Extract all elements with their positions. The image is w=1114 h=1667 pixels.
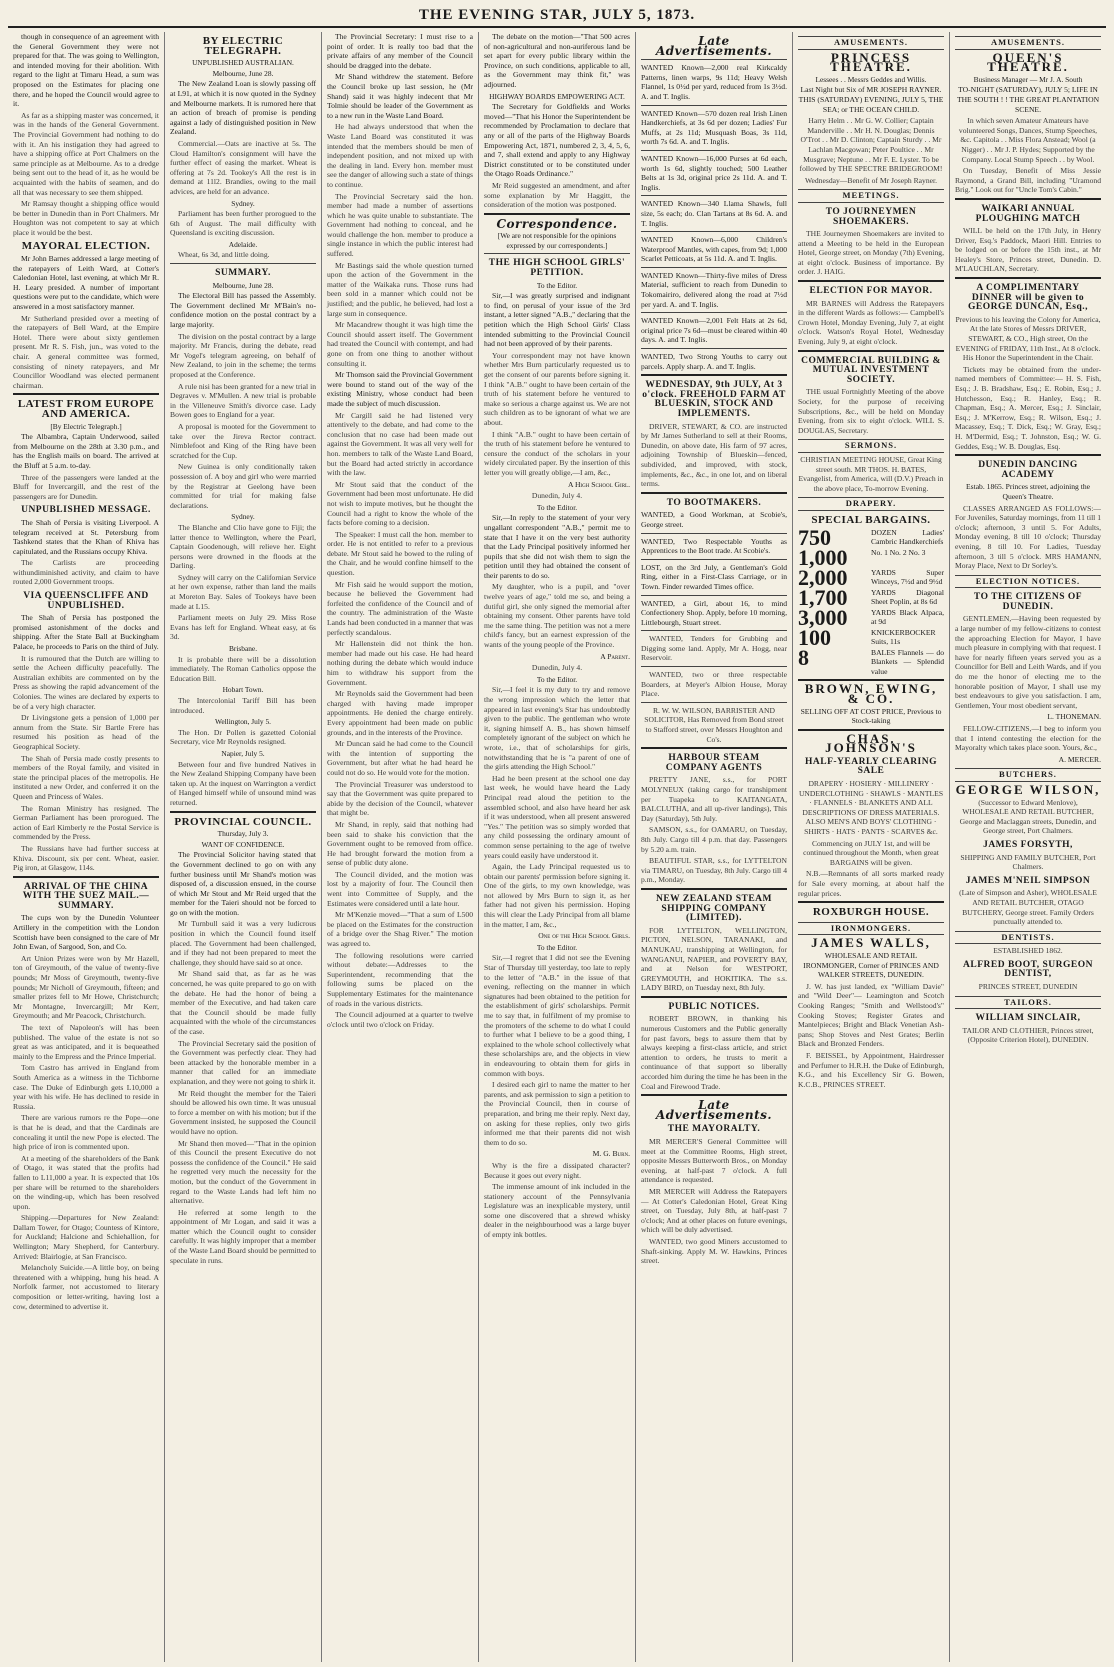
heading-sale: WEDNESDAY, 9th JULY, At 3 o'clock. FREEHOLD FARM AT BLUESKIN, STOCK AND IMPLEMENTS. (642, 380, 786, 419)
ad-text: CHRISTIAN MEETING HOUSE, Great King street south. MR THOS. H. BATES, Evangelist, from America, will (D.V.) Preach in the above place, To-morrow Evening. (798, 454, 944, 493)
article-body: The Hon. Dr Pollen is gazetted Colonial Secretary, vice Mr Reynolds resigned. (170, 727, 316, 747)
ad-text: SHIPPING AND FAMILY BUTCHER, Port Chalmers. (960, 852, 1096, 872)
ad-text: WANTED Known—2,000 real Kirkcaldy Patterns, linen warps, 9s 11d; Heavy Welsh Flannel, 1s 0½d per yard, reduced from 1s 3½d. A. and T. Inglis. (641, 63, 787, 101)
salutation: To the Editor. (536, 942, 578, 952)
ad-text: THE Journeymen Shoemakers are invited to attend a Meeting to be held in the European Hotel, George street, on Monday (7th) Evening, at eight o'clock. Business of importance. By order. J. HAIG. (798, 229, 944, 277)
dateline: Adelaide. (228, 239, 258, 249)
article-text: Mr Thomson said the Provincial Government were bound to stand out of the way of the existing Ministry, whose conduct had been made the subject of much discussion. (327, 370, 474, 408)
article-body: Why is the fire a dissipated character? Because it goes out every night. (484, 1160, 630, 1180)
ad-text: CLASSES ARRANGED AS FOLLOWS:— For Juveniles, Saturday mornings, from 11 till 1 o'clock; afternoon, 3 until 5. For Adults, Monday evening, 8 till 10 o'clock; Thursday evening, 8 till 10. For Ladies, Tuesday afternoon, 3 till 5 o'clock. MRS HAMANN, Moray Place, Next to Dr Sorley's. (955, 503, 1101, 571)
bargain-number: 100 (798, 624, 831, 650)
ad-text: WANTED Known—16,000 Purses at 6d each, worth 1s 6d, slightly touched; 500 Leather Belts at 1s 3d, original price 2s 11d. A. and T. Inglis. (641, 153, 787, 192)
letter-text: Sir,—In reply to the statement of your very ungallant correspondent "A.B.," permit me to state that I have it on the very best authority that the Lady Principal positively informed her pupils that she did not wish them to sign the petition until they had obtained the consent of their parents to do so. (484, 513, 630, 580)
bargain-number: 8 (798, 644, 809, 670)
section-ironmongers: IRONMONGERS. (798, 922, 944, 936)
sinclair-title: WILLIAM SINCLAIR, (975, 1013, 1081, 1024)
ad-text: PRETTY JANE, s.s., for PORT MOLYNEUX (taking cargo for transhipment per Tuapeka to KAITANGATA, BALCLUTHA, and all up-river landings), This Day (Saturday), 5th July. (641, 775, 787, 823)
ad-text: WANTED, a Girl, about 16, to mind Confectionery Shop. Apply, before 10 morning, Littlebourgh, Stuart street. (641, 598, 787, 627)
ad-text: On Tuesday, Benefit of Miss Jessie Raymond, a Grand Bill, including "Uramond Brig." Look out for "Uncle Tom's Cabin." (955, 166, 1101, 195)
lead-paragraph: though in consequence of an agreement with the General Government they were not prepared for that. The was going to Wellington, and intended moving for their abolition. With regard to the light at Timaru Head, a sum was proposed on the Estimates for placing one there, and he hoped the Council would agree to it. (13, 32, 159, 109)
article-body: I desired each girl to name the matter to her parents, and ask permission to sign a petition to the Provincial Council, then in course of preparation, and bring me their reply. Next day, on asking for these replies, only two girls informed me that their parents did not wish them to do so. (484, 1080, 630, 1147)
article-body: Mr Ramsay thought a shipping office would be better in Dunedin than in Port Chalmers. Mr Houghton was not competent to say at which place it would be the best. (13, 199, 159, 237)
article-body: He had always understood that when the Waste Land Board was constituted it was intended that the members should be men of independent position, and not mixed up with the dealing in land. Every hon. member must see the danger of allowing such a state of things to continue. (327, 122, 473, 189)
ad-text: (Late of Simpson and Asher), WHOLESALE AND RETAIL BUTCHER, OTAGO BUTCHERY, George street. Family Orders punctually attended to. (959, 888, 1097, 927)
article-body: The Provincial Secretary said the hon. member had made a number of assertions which he was quite unable to substantiate. The Government had nothing to conceal, and he would challenge the hon. member to produce a single instance in which the public interest had suffered. (327, 191, 473, 259)
heading-correspondence: Correspondence. (496, 216, 618, 231)
dateline: Napier, July 5. (221, 748, 265, 758)
dateline: Melbourne, June 28. (212, 68, 274, 78)
subheading: UNPUBLISHED AUSTRALIAN. (192, 58, 294, 68)
queens-text: TO-NIGHT (SATURDAY), JULY 5; LIFE IN THE SOUTH ! ! THE GREAT PLANTATION SCENE. (956, 85, 1100, 114)
ad-text: BEAUTIFUL STAR, s.s., for LYTTELTON via TIMARU, on Tuesday, 8th July. Cargo till 4 p.m., Monday. (641, 856, 787, 885)
byline: [By Electric Telegraph.] (50, 421, 122, 431)
divider (641, 1094, 787, 1096)
section-election-notices: ELECTION NOTICES. (955, 575, 1101, 589)
divider (641, 267, 787, 268)
ad-text: DRIVER, STEWART, & CO. are instructed by Mr James Sutherland to sell at their Rooms, Dunedin, on above date, His farm of 97 acres, adjoining Township of Blueskin—fenced, subdivided, and improved, with stock, implements, &c., &c., in one lot, and on liberal terms. (641, 421, 787, 489)
divider (798, 350, 944, 352)
forsyth-title: JAMES FORSYTH, (983, 839, 1073, 850)
ad-text: THE usual Fortnightly Meeting of the above Society, for the purpose of receiving Subscriptions, &c., will be held on Monday Evening, from six to eight o'clock. WILL S. DOUGLAS, Secretary. (798, 387, 944, 435)
divider (641, 492, 787, 494)
bargain-text: YARDS Diagonal Sheet Poplin, at 8s 6d (871, 587, 944, 607)
section-dentists: DENTISTS. (955, 931, 1101, 945)
heading-waikari: WAIKARI ANNUAL PLOUGHING MATCH (975, 203, 1081, 224)
ad-text: WANTED Known—6,000 Children's Waterproof Mantles, with capes, from 9d; 1,000 Scarlet Petticoats, at 5s 11d. A. and T. Inglis. (641, 235, 787, 264)
ad-text: MR MERCER will Address the Ratepayers— At Cotter's Caledonian Hotel, Great King street, on Tuesday, July 8th, at half-past 7 o'clock; And at other places on future evenings, which will be duly advertised. (641, 1186, 787, 1235)
ad-text: PRINCES STREET, DUNEDIN (978, 982, 1078, 992)
queens-theatre-title: QUEEN'S THEATRE. (987, 49, 1069, 75)
column-2 (165, 32, 322, 1662)
simpson-title: JAMES M'NEIL SIMPSON (965, 875, 1091, 886)
article-body: He referred at some length to the appointment of Mr Logan, and said it was a matter which the Council ought to consider carefully. It was highly improper that a member of the Waste Land Board should be permitted to speculate in runs. (170, 1207, 316, 1265)
article-body: There are various rumors re the Pope—one is that he is dead, and that the Cardinals are concealing it until the new Pope is elected. The high price of iron is commented upon. (13, 1113, 159, 1152)
article-text: The debate on the motion—"That 500 acres of non-agricultural and non-auriferous land be set apart for every public library within the Province, on such conditions, applicable to all, as the Government may think fit," was adjourned. (484, 32, 630, 89)
divider (798, 280, 944, 282)
divider (641, 348, 787, 349)
heading-arrival-china: ARRIVAL OF THE CHINA WITH THE SUEZ MAIL.—SUMMARY. (22, 881, 150, 911)
summary-text: The Electoral Bill has passed the Assembly. The Government declined Mr M'Bain's no-confidence motion on the postal contract by a large majority. (170, 291, 316, 330)
article-body: Mr Shand said that, as far as he was concerned, he was quite prepared to go on with the debate. He had the honor of being a member of the Executive, and had taken care that the Council should be made fully acquainted with the whole of the circumstances of the case. (170, 969, 316, 1036)
divider (641, 150, 787, 151)
advertisement (641, 352, 787, 371)
article-body: Mr Turnbull said it was a very ludicrous position in which the Council found itself placed. The Government had been challenged, and if they had not been prepared to meet the challenge, they should have said so at once. (170, 919, 316, 967)
article-body: As far as a shipping master was concerned, it was in the hands of the General Government. The Provincial Government had nothing to do with it. An his instigation they had agreed to have a shipping office at Port Chalmers on the same principle as at Melbourne. As to a dredge being sent out to the head of it, as he would be acquainted with the habits of seamen, and do all that was necessary to see them shipped. (13, 110, 159, 197)
article-body: The Shah of Persia made costly presents to members of the Royal family, and visited in state the principal places of the metropolis. He instituted a new Order, and conferred it on the Queen and Princess of Wales. (13, 753, 159, 801)
divider (955, 277, 1101, 279)
heading-provincial-council: PROVINCIAL COUNCIL. (174, 815, 312, 828)
bargain-text: KNICKERBOCKER Suits, 11s (871, 627, 936, 647)
article-body: Mr Sutherland presided over a meeting of the ratepayers of Bell Ward, at the Empire Hotel. There were about sixty gentlemen present. Mr R. S. Fish, jun., was voted to the chair. A general committee was formed, consisting of ninety ratepayers, and Mr Councillor Woodland was elected permanent chairman. (13, 313, 159, 390)
signature: A High School Girl. (567, 479, 630, 489)
article-body: The Council divided, and the motion was lost by a majority of four. The Council then went into Committee of Supply, and the Estimates were considered until a late hour. (327, 869, 473, 908)
dateline: Dunedin, July 4. (531, 663, 583, 673)
heading-electric-telegraph: BY ELECTRIC TELEGRAPH. (202, 35, 284, 57)
ad-text: WANTED, Two Strong Youths to carry out parcels. Apply sharp. A. and T. Inglis. (641, 352, 787, 371)
heading-mayoral-election: MAYORAL ELECTION. (21, 240, 151, 253)
advertisement (641, 563, 787, 592)
divider (641, 630, 787, 631)
article-body: Three of the passengers were landed at the Bluff for Invercargill, and the rest of the passengers are for Dunedin. (13, 472, 159, 501)
advertisement (641, 316, 787, 345)
article-body: Your correspondent may not have known whether Mrs Burn particularly requested us to get the consent of our parents before signing it. I think "A.B." ought to have been certain of the truth of his statement before he ventured to make so serious a charge against us. We are not such children as to be ignorant of what we are about. (484, 350, 630, 427)
salutation: To the Editor. (536, 280, 578, 290)
divider (641, 747, 787, 749)
bargain-number: 3,000 (798, 604, 848, 630)
brown-ewing-text: SELLING OFF AT COST PRICE, Previous to Stock-taking (800, 706, 942, 726)
divider (641, 996, 787, 998)
ad-text: (Successor to Edward Menlove), WHOLESALE AND RETAIL BUTCHER, George and Maclaggan streets, Dunedin, and George street, Port Chalmers. (959, 797, 1097, 836)
queenscliffe-text: The Shah of Persia has postponed the promised astonishment of the docks and shipping. After the State Ball at Buckingham Palace, he proceeds to Paris on the third of July. (13, 613, 159, 652)
article-body: The division on the postal contract by a large majority. Mr Francis, during the debate, read Mr Vogel's telegram agreeing, on behalf of New Zealand, to join in the scheme; the terms proposed at the Conference. (170, 331, 316, 379)
article-body: The text of Napoleon's will has been published. The value of the estate is not so great as was anticipated, and it is bequeathed mainly to the Empress and the Prince Imperial. (13, 1023, 159, 1061)
article-body: Mr Hallenstein did not think the hon. member had made out his case. He had heard nothing during the debate which would induce him to withdraw his support from the Government. (327, 639, 473, 687)
section-butchers: BUTCHERS. (955, 768, 1101, 782)
salutation: To the Editor. (536, 674, 578, 684)
divider (641, 231, 787, 232)
bargain-item (798, 624, 944, 650)
article-body: Mr M'Kenzie moved—"That a sum of L500 be placed on the Estimates for the construction of a bridge over the Shag River." The motion was agreed to. (327, 910, 473, 949)
section-sermons: SERMONS. (798, 439, 944, 453)
ad-text: ESTABLISHED 1862. (993, 946, 1063, 956)
article-body: Between four and five hundred Natives in the New Zealand Shipping Company have been taken up. At the inquest on Warrington a verdict of Hanged himself while of unsound mind was returned. (170, 759, 316, 807)
ad-text: WANTED, two good Miners accustomed to Shaft-sinking. Apply M. W. Hawkins, Princes street. (641, 1236, 787, 1266)
ad-text: WANTED, Two Respectable Youths as Apprentices to the Boot trade. At Scobie's. (641, 536, 787, 556)
europe-text: The Albambra, Captain Underwood, sailed from Melbourne on the 28th at 3.30 p.m., and has the English mails on board. The arrived at the Bluff at 5 a.m. to-day. (13, 432, 159, 470)
dateline: Brisbane. (228, 644, 258, 654)
signature: One of the High School Girls. (538, 931, 630, 941)
walls-text: WHOLESALE AND RETAIL IRONMONGER, Corner of PRINCES AND WALKER STREETS, DUNEDIN. (803, 950, 939, 980)
heading-dancing: DUNEDIN DANCING ACADEMY (978, 460, 1078, 480)
signature: A. MERCER. (1058, 754, 1101, 764)
article-body: Parliament has been further prorogued to the 6th of August. The mail difficulty with Queensland is exciting discussion. (170, 209, 316, 238)
bargain-number: 1,000 (798, 544, 848, 570)
bargain-number: 1,700 (798, 584, 848, 610)
divider (641, 888, 787, 890)
article-body: Mr Shand, in reply, said that nothing had been said to shake his conviction that the Government ought to be removed from office. He had brought forward the motion from a sense of public duty alone. (327, 819, 473, 868)
ad-text: Previous to his leaving the Colony for America, At the late Stores of Messrs DRIVER, STEWART, & CO., High street, On the EVENING of FRIDAY, 11th Inst., At 8 o'clock. His Honor the Superintendent in the Chair. (955, 314, 1101, 363)
ad-text: SAMSON, s.s., for OAMARU, on Tuesday, 8th July. Cargo till 4 p.m. that day. Passengers by 5.20 a.m. train. (641, 825, 787, 854)
advertisement (641, 109, 787, 147)
theatre-text: Last Night but Six of MR JOSEPH RAYNER. THIS (SATURDAY) EVENING, JULY 5, THE SEA; or THE OCEAN CHILD. (798, 85, 944, 114)
advertisement (641, 154, 787, 192)
bargain-number: 2,000 (798, 564, 848, 590)
article-body: Had he been present at the school one day last week, he would have heard the Lady Principal read aloud the petition to the assembled school, and also have heard her ask if it was understood, when all present answered "Yes." The petition was so simply worded that any child possessing the ordinary amount of common sense pertaining to the age of twelve years could easily have understood it. (484, 773, 630, 860)
article-body: Mr Duncan said he had come to the Council with the intention of supporting the Government, but after what he had heard he could not do so. He would vote for the motion. (327, 739, 473, 777)
article-body: Sir,—I regret that I did not see the Evening Star of Thursday till yesterday, too late to reply to the letter of "A.B." in the issue of that evening, reflecting on the manner in which signatures had been obtained to the petition for the establishment of girls' scholarships. Permit me to say that, in fulfilment of my promise to the promoters of the scheme to do what I could to further what I believe to be a good thing, I explained to the whole school collectively what these scholarships are, and the objects in view in endeavouring to obtain them for girls in common with boys. (484, 953, 630, 1078)
bargain-text: BALES Flannels — do Blankets — Splendid value (871, 647, 944, 676)
ad-text: R. W. W. WILSON, BARRISTER AND SOLICITOR, Has Removed from Bond street to Stafford street, over Messrs Houghton and Co's. (644, 705, 784, 744)
bargain-text: DOZEN Ladies' Cambric Handkerchiefs (871, 527, 944, 547)
divider (641, 312, 787, 313)
article-body: It is probable there will be a dissolution immediately. The Roman Catholics oppose the Education Bill. (170, 654, 316, 683)
columns (8, 32, 1106, 1662)
column-7 (950, 32, 1106, 1662)
column-5 (636, 32, 793, 1662)
article-text: The Provincial Secretary: I must rise to a point of order. It is really too bad that the private affairs of any member of the Council should be dragged into the debate. (327, 32, 473, 70)
ad-text: WANTED, two or three respectable Boarders, at Meyer's Albion House, Moray Place. (641, 670, 787, 699)
article-body: At a meeting of the shareholders of the Bank of Otago, it was stated that the profits had fallen to L11,000 a year. It is expected that 10s per share will be returned to the shareholders on the winding-up, which has been resolved upon. (13, 1153, 159, 1211)
advertisement (641, 537, 787, 556)
disclaimer: [We are not responsible for the opinions expressed by our correspondents.] (497, 231, 617, 250)
article-text: The Secretary for Goldfields and Works moved—"That his Honor the Superintendent be recommended by Proclamation to declare that any or all of the parts of the Highway Boards Empowering Act, 1871, numbered 2, 3, 4, 5, 6, and 7, shall extend and apply to any Highway District constituted or to be constituted under the Otago Roads Ordinance." (484, 102, 630, 179)
article-body: Mr Fish said he would support the motion, because he believed the Government had forfeited the confidence of the Council and of the country. The administration of the Waste Lands had been conducted in a manner that was perfectly scandalous. (327, 579, 473, 637)
article-body: Mr Shand then moved—"That in the opinion of this Council the present Executive do not possess the confidence of the Council." He said he regretted very much the necessity for the motion, but the conduct of the Government in regard to the Waste Lands had left him no alternative. (170, 1138, 316, 1206)
ad-text: Commencing on JULY 1st, and will be continued throughout the Month, when great BARGAINS will be given. (803, 838, 939, 867)
walls-title: JAMES WALLS, (811, 935, 931, 951)
article-body: My daughter, who is a pupil, and "over twelve years of age," told me so, and being a dutiful girl, she only signed the memorial after obtaining my consent. Other parents have told me the same thing. The petition was not a mere child's fancy, but an earnest expression of the wants of the young people of the Province. (484, 582, 630, 650)
divider (641, 374, 787, 376)
divider (641, 533, 787, 534)
heading-harbour-steam: HARBOUR STEAM COMPANY AGENTS (665, 753, 763, 773)
article-body: Shipping.—Departures for New Zealand: Dallam Tower, for Otago; Countess of Kintore, for Auckland; Halcione and Schiehallion, for Wellington; Mary Shepherd, for Canterbury. Arrived: Blairlogie, at San Francisco. (13, 1213, 159, 1261)
article-body: The Carlists are proceeding withundiminished activity, and claim to have routed 2,000 Government troops. (13, 558, 159, 587)
ad-text: DRAPERY · HOSIERY · MILLINERY · UNDERCLOTHING · SHAWLS · MANTLES · FLANNELS · BLANKETS AND ALL DESCRIPTIONS OF DRESS MATERIALS. ALSO MEN'S AND BOYS' CLOTHING · SHIRTS · HATS · PANTS · SCARVES &c. (798, 779, 944, 837)
article-body: The Provincial Secretary said the position of the Government was perfectly clear. They had been attacked by the honorable member in a manner that called for an immediate explanation, and they were not going to shirk it. (170, 1038, 316, 1086)
section-amusements: AMUSEMENTS. (955, 36, 1101, 50)
column-1 (8, 32, 165, 1662)
article-body: New Guinea is only conditionally taken possession of. A boy and girl who were married by the Registrar at Geelong have been committed for trial for making false declarations. (170, 462, 316, 510)
bargain-text: YARDS Super Winceys, 7½d and 9½d (871, 567, 944, 587)
ad-text: In which seven Amateur Amateurs have volunteered Songs, Dances, Stump Speeches, &c. Capitola . . Miss Flora Anstead; Wool (a Nigger) . . Mr J. P. Hydes; Supported by the Company. Local Stump Speech . . by Wool. (958, 116, 1098, 164)
article-body: Mr Bastings said the whole question turned upon the action of the Government in the matter of the Waikaka runs. Those runs had been sold in a manner which could not be justified; and the public, he believed, had lost a large sum in consequence. (327, 260, 473, 318)
article-body: The Provincial Treasurer was understood to say that the Government was quite prepared to abide by the decision of the Council, whatever that might be. (327, 779, 473, 818)
heading-via-queenscliffe: VIA QUEENSCLIFFE AND UNPUBLISHED. (23, 591, 149, 611)
ad-text: Wednesday—Benefit of Mr Joseph Rayner. (804, 175, 938, 185)
heading-special-bargains: SPECIAL BARGAINS. (811, 513, 931, 526)
heading-late-ads-2: Late Advertisements. (655, 1098, 773, 1122)
column-3 (322, 32, 479, 1662)
bargain-list (798, 524, 944, 677)
article-body: Sydney will carry on the Californian Service at her own expense, rather than land the mails at Moreton Bay. Sales of Tookeys have been made at L15. (170, 572, 316, 611)
heading-unpublished-message: UNPUBLISHED MESSAGE. (21, 505, 151, 516)
divider (13, 393, 159, 395)
ad-text: Tickets may be obtained from the under-named members of Committee:— H. S. Fish, Esq.; J. B. Bradshaw, Esq.; E. Robin, Esq.; J. Hutchesson, Esq.; R. Hanley, Esq.; R. Chapman, Esq.; A. Mercer, Esq.; J. Sinclair, Esq.; J. M'Kerrow, Esq.; R. Wilson, Esq.; J. Macassey, Esq.; T. Dick, Esq.; W. Gray, Esq.; H. M'Dermid, Esq.; T. Johnston, Esq.; W. G. Geddes, Esq.; W. B. Douglas, Esq. (955, 364, 1101, 451)
advertisement (641, 271, 787, 309)
heading-dinner: A COMPLIMENTARY DINNER will be given to GEORGE DUNCAN, Esq., (967, 283, 1089, 313)
ad-text: WANTED, Tenders for Grubbing and Digging some land. Apply, Mr A. Hogg, near Reservoir. (641, 634, 787, 663)
advertisement (641, 599, 787, 628)
divider (13, 876, 159, 878)
heading-election-mayor: ELECTION FOR MAYOR. (809, 286, 933, 297)
theatre-lessees: Lessees . . Messrs Geddes and Willis. (815, 74, 927, 84)
signature: A Parent. (600, 651, 630, 661)
ad-text: WILL be held on the 17th July, in Henry Driver, Esq.'s Paddock, Maori Hill. Entries to be lodged on or before the 15th inst., at Mr Healey's Store, Princes street, Dunedin. D. M'LAUCHLAN, Secretary. (955, 226, 1101, 274)
article-body: The Roman Ministry has resigned. The German Parliament has been prorogued. The action of Earl Kimberly re the Postal Service is commended by the Press. (13, 803, 159, 842)
dateline: Thursday, July 3. (217, 829, 269, 839)
mayoral-text: Mr John Barnes addressed a large meeting of the ratepayers of Leith Ward, at Cotter's Caledonian Hotel, last evening, at which Mr R. H. Leary presided. A number of important questions were put to the candidate, which were answered in a most satisfactory manner. (13, 254, 159, 312)
article-body: Commercial.—Oats are inactive at 5s. The Cloud Hamilton's consignment will have the further effect of easing the market. Wheat is offering at 7s 2d. Tookey's All the rest is in demand at 11l2. Brandies, owing to the mail advices, are held for an advance. (170, 138, 316, 196)
article-body: Tom Castro has arrived in England from South America as a witness in the Tichborne case. The Duke of Edinburgh gets L10,000 a year with his wife. He has declined to reside in Russia. (13, 1063, 159, 1111)
council-text: The Provincial Solicitor having stated that the Government declined to go on with any further business until Mr Shand's motion was disposed of, a discussion ensued, in the course of which Mr Stout and Mr Reid urged that the member for the Taieri should not be forced to go on with the motion. (170, 850, 316, 917)
dateline: Hobart Town. (222, 685, 264, 695)
ad-text: J. W. has just landed, ex "William Davie" and "Wild Deer"— Leamington and Scotch Cooking Ranges; "Smith and Wellstood's" Cooking Stoves; Register Grates and Mantelpieces; Bright and Black Venetian Ash-pans; Shop Stoves and Nest Grates; Berlin Black and Bronzed Fenders. (798, 981, 944, 1049)
johnson-title: CHAS. JOHNSON'S (825, 730, 917, 756)
article-body: Mr Stout said that the conduct of the Government had been most unfortunate. He did not wish to impute motives, but he thought the Council had a right to know the whole of the facts before coming to a decision. (327, 479, 473, 528)
article-body: Wheat, 6s 3d, and little doing. (178, 250, 270, 260)
advertisement (641, 63, 787, 101)
heading-latest-europe: LATEST FROM EUROPE AND AMERICA. (17, 398, 155, 420)
article-body: The Council adjourned at a quarter to twelve o'clock until two o'clock on Friday. (327, 1010, 473, 1029)
ad-text: N.B.—Remnants of all sorts marked ready for Sale every morning, at about half the regular prices. (798, 869, 944, 898)
ad-text: MR BARNES will Address the Ratepayers in the different Wards as follows:— Campbell's Crown Hotel, Monday Evening, July 7, at eight o'clock. Watson's Royal Hotel, Wednesday Evening, July 9, at eight o'clock. (798, 298, 944, 347)
divider (641, 195, 787, 196)
heading-late-ads: Late Advertisements. (655, 34, 773, 58)
dateline: Sydney. (231, 198, 255, 208)
article-body: Parliament meets on July 29. Miss Rose Evans has left for England. Wheat easy, at 6s 3d. (170, 613, 316, 642)
advertisement (641, 510, 787, 529)
article-body: The Blanche and Clio have gone to Fiji; the latter thence to Wellington, where the Pearl, Captain Goodenough, will relieve her. Eight persons were drowned in the floods at the Darling. (170, 522, 316, 571)
heading-shoemakers: TO JOURNEYMEN SHOEMAKERS. (825, 206, 917, 227)
advertisement (641, 235, 787, 264)
heading-citizens: TO THE CITIZENS OF DUNEDIN. (973, 592, 1083, 612)
heading-girls-petition: THE HIGH SCHOOL GIRLS' PETITION. (488, 258, 626, 279)
dancing-text: Estab. 1865. Princes street, adjoining the Queen's Theatre. (965, 482, 1090, 501)
brown-ewing-title: BROWN, EWING, & CO. (804, 681, 938, 706)
bargain-text: YARDS Black Alpaca, at 9d (871, 607, 944, 627)
ad-text: Harry Helm . . Mr G. W. Collier; Captain Manderville . . Mr H. N. Douglas; Dennis O'Trot . . Mr D. Clinton; Captain Sturdy . . Mr Lachlan Macgowan; Peter Poultice . . Mr Musgrave; Neptune . . Mr F. E. Lyster. To be followed by THE SPECTRE BRIDEGROOM! (799, 116, 943, 174)
divider (955, 198, 1101, 200)
column-6 (793, 32, 950, 1662)
article-body: The immense amount of ink included in the stationery account of the Pennsylvania Legislature was an inexplicable mystery, until some one discovered that a shrewd whisky dealer in the neighbourhood was a large buyer of empty ink bottles. (484, 1182, 630, 1240)
ad-text: WANTED Known—Thirty-five miles of Dress Material, sufficient to reach from Dunedin to Tokomairiro, delivered along the road at 7½d per yard. A. and T. Inglis. (641, 270, 787, 309)
queens-manager: Business Manager — Mr J. A. South (973, 74, 1083, 84)
article-body: The Intercolonial Tariff Bill has been introduced. (170, 696, 316, 715)
bargain-text: No. 1 No. 2 No. 3 (871, 547, 926, 557)
section-drapery: DRAPERY. (798, 497, 944, 511)
johnson-subtitle: HALF-YEARLY CLEARING SALE (804, 756, 938, 777)
divider (484, 213, 630, 215)
heading-public-notices: PUBLIC NOTICES. (668, 1001, 760, 1012)
article-body: The Speaker: I must call the hon. member to order. He is not entitled to refer to a previous debate. Mr Stout said he bowed to the ruling of the Chair, and he would confine himself to the question. (327, 529, 473, 578)
heading-bootmakers: TO BOOTMAKERS. (666, 497, 762, 508)
ad-text: WANTED Known—570 dozen real Irish Linen Handkerchiefs, at 3s 6d per dozen; Ladies' Fur Muffs, at 2s 11d; Musquash Boas, 3s 11d, worth 7s 6d. A. and T. Inglis. (641, 108, 787, 147)
heading-summary: SUMMARY. (215, 268, 271, 279)
article-body: A rule nisi has been granted for a new trial in Degraves v. M'Mullen. A new trial is probable in the Villeneuve Smith's divorce case. Lady Bowen goes to England for a year. (170, 381, 316, 420)
bargain-item (798, 644, 944, 677)
bargain-number: 750 (798, 524, 831, 550)
article-body: The following resolutions were carried without debate:—Addresses to the Superintendent, recommending that the following sums be placed on the Supplementary Estimates for the maintenance of roads in the various districts. (327, 950, 473, 1008)
divider (641, 595, 787, 596)
article-body: Mr Cargill said he had listened very attentively to the debate, and had come to the conclusion that no case had been made out against the Government. It was all very well for hon. members to talk of the Waste Land Board, but the Board had acted strictly in accordance with the law. (327, 410, 473, 478)
signature: M. G. Burn. (592, 1149, 630, 1159)
heading-commercial-building: COMMERCIAL BUILDING & MUTUAL INVESTMENT SOCIETY. (801, 355, 941, 385)
article-body: Dr Livingstone gets a pension of 1,000 per annum from the State. Sir Bartle Frere has resumed his position as head of the Geographical Society. (13, 713, 159, 751)
article-body: A proposal is mooted for the Government to take over the Jireva Rector contract. Nimblefoot and King of the Ring have been scratched for the Cup. (170, 421, 316, 460)
article-body: The Russians have had further success at Khiva. Discount, six per cent. Wheat, easier. Pig iron, at Glasgow, 114s. (13, 843, 159, 873)
article-body: Mr Reynolds said the Government had been charged with having made improper appointments. He denied the charge entirely. Every appointment had been made on public grounds, and in the interests of the Province. (327, 689, 473, 737)
dateline: Dunedin, July 4. (531, 491, 583, 501)
article-body: It is rumoured that the Dutch are willing to settle the Acheen difficulty peacefully. The Australian exhibits are commented on by the Press as showing the rapid advancement of the Colonies. The wines are declared by experts to be of a very high character. (13, 653, 159, 711)
ad-text: TAILOR AND CLOTHIER, Princes street, (Opposite Criterion Hotel), DUNEDIN. (962, 1025, 1094, 1045)
princess-theatre-title: PRINCESS THEATRE. (830, 49, 912, 75)
advertisement (641, 199, 787, 228)
subheading: HIGHWAY BOARDS EMPOWERING ACT. (489, 91, 625, 101)
divider (484, 253, 630, 254)
article-body: I think "A.B." ought to have been certain of the truth of his statement before he ventured to censure the conduct of the scholars in your widely circulated paper. By the insertion of this letter you will greatly oblige,—I am, &c., (484, 429, 630, 477)
divider (955, 454, 1101, 456)
divider (170, 263, 316, 264)
ad-text: GENTLEMEN,—Having been requested by a large number of my fellow-citizens to contest the approaching Election for Mayor, I have much pleasure in complying with that request. I have for nearly fifteen years served you as a Councillor for Bell and Leith Wards, and if you do me the honor of electing me to the honorable position of Mayor, I shall use my best endeavours to give you satisfaction. I am, Gentlemen, Your most obedient servant, (955, 614, 1101, 710)
message-text: The Shah of Persia is visiting Liverpool. A telegram received at St. Petersburg from Tashkend states that the Khan of Khiva has capitulated, and the Russians occupy Khiva. (13, 517, 159, 556)
masthead: THE EVENING STAR, JULY 5, 1873. (8, 4, 1106, 28)
roxburgh-title: ROXBURGH HOUSE. (812, 906, 930, 919)
boot-title: ALFRED BOOT, SURGEON DENTIST, (963, 959, 1093, 980)
article-body: Mr Macandrew thought it was high time the Council should assert itself. The Government had treated the Council with contempt, and had gone on from one thing to another without consulting it. (327, 320, 473, 368)
ad-text: WANTED Known—2,001 Felt Hats at 2s 6d, original price 7s 6d—must be cleared within 40 days. A. and T. Inglis. (641, 316, 787, 345)
divider (641, 666, 787, 667)
ad-text: F. BEISSEL, by Appointment, Hairdresser and Perfumer to H.R.H. the Duke of Edinburgh, K.G., and his Excellency Sir G. Bowen, K.C.B., PRINCES STREET. (798, 1050, 945, 1089)
article-body: Melancholy Suicide.—A little boy, on being threatened with a whipping, hung his head. A Norfolk farmer, not accustomed to literary composition or letter-writing, having lost a cow, determined to advertise it. (13, 1263, 159, 1311)
subheading: WANT OF CONFIDENCE. (201, 839, 285, 849)
ad-text: MR MERCER'S General Committee will meet at the Committee Rooms, High street, opposite Messrs Butterworth Bros., on Monday evening, at half-past 7 o'clock. A full attendance is requested. (641, 1137, 787, 1185)
letter-text: Sir,—I was greatly surprised and indignant to find, on perusal of your issue of the 3rd instant, a letter signed "A.B.," declaring that the petition which the High School Girls' Class intended submitting to the Provincial Council had not been approved of by their parents. (484, 291, 630, 349)
dateline: Sydney. (231, 512, 255, 522)
dateline: Wellington, July 5. (214, 717, 272, 727)
divider (641, 702, 787, 703)
wilson-title: GEORGE WILSON, (955, 781, 1101, 797)
divider (170, 811, 316, 813)
china-text: The cups won by the Dunedin Volunteer Artillery in the competition with the London Scottish have been consigned to the care of Mr John Ewan, of Sargood, Son, and Co. (13, 913, 159, 952)
divider (641, 559, 787, 560)
column-4 (479, 32, 636, 1662)
section-amusements: AMUSEMENTS. (798, 36, 944, 50)
section-meetings: MEETINGS. (798, 189, 944, 203)
article-body: Sir,—I feel it is my duty to try and remove the wrong impression which the letter that appeared in last evening's Star has undoubtedly given to the public. The gentleman who wrote it, signing himself A. B., has shown himself completely ignorant of the subject on which he wrote, i.e., that of scholarships for girls, notwithstanding that he is "a parent of one of the girls attending the High School." (484, 685, 630, 772)
heading-mayoralty: THE MAYORALTY. (667, 1124, 761, 1135)
signature: L. THONEMAN. (1047, 712, 1101, 722)
ad-text: ROBERT BROWN, in thanking his numerous Customers and the Public generally for past favors, begs to assure them that by always keeping a first-class article, and strict attention to orders, he trusts to merit a continuance of that support so liberally accorded him during the time he has been in the Coal and Firewood Trade. (641, 1014, 787, 1091)
ad-text: LOST, on the 3rd July, a Gentleman's Gold Ring, either in a First-Class Carriage, or in Town. Finder rewarded Times office. (641, 562, 787, 591)
ad-text: WANTED, a Good Workman, at Scobie's, George street. (641, 510, 787, 529)
divider (641, 59, 787, 60)
article-body: Mr Reid suggested an amendment, and after some explanation by Mr Haggitt, the consideration of the motion was postponed. (484, 180, 630, 210)
article-body: Again, the Lady Principal requested us to obtain our parents' permission before signing it. One of the girls, to my own knowledge, was not allowed by Mrs Burn to sign it, as her father had not given his permission. Hoping this will clear the Lady Principal from all blame in the matter, I am, &c., (484, 862, 630, 929)
heading-nz-steam-shipping: NEW ZEALAND STEAM SHIPPING COMPANY (LIMITED). (655, 893, 772, 924)
section-tailors: TAILORS. (955, 996, 1101, 1010)
divider (641, 105, 787, 106)
ad-text: WANTED Known—340 Llama Shawls, full size, 5s each; do. Clan Tartans at 8s 6d. A. and T. Inglis. (641, 199, 787, 228)
article-text: Mr Shand withdrew the statement. Before the Council broke up last session, he (Mr Shand) said it was highly indecent that Mr Tolmie should be leader of the Government as to a new run in the Waste Land Board. (327, 72, 473, 120)
ad-text: FOR LYTTELTON, WELLINGTON, PICTON, NELSON, TARANAKI, and MANUKAU, transhipping at Wellington, for WANGANUI, NAPIER, and POVERTY BAY, and at Nelson for WESTPORT, GREYMOUTH, and HOKITIKA. The s.s. LADY BIRD, on Tuesday next, 8th July. (641, 925, 787, 993)
divider (798, 901, 944, 903)
salutation: To the Editor. (536, 502, 578, 512)
dateline: Melbourne, June 28. (212, 280, 274, 290)
ad-text: FELLOW-CITIZENS,—I beg to inform you that I intend contesting the election for the Mayoralty which takes place soon. Yours, &c., (955, 724, 1101, 753)
telegraph-text: The New Zealand Loan is slowly passing off at L91, at which it is now quoted in the Sydney and Melbourne markets. It is rumored here that an action of breach of promise is pending against a lady of distinguished position in New Zealand. (170, 79, 316, 137)
article-body: Art Union Prizes were won by Mr Hazell, ton of Greymouth, of the value of twenty-five pounds; Mr Moss of Greymouth, twenty-five pounds; Mr Nicholl of Greymouth, fifteen; and smaller prizes fell to Mr Howe, Christchurch; Mr Montagne, Invercargill; Mr Kerr, Greymouth; and Mr Peacock, Christchurch. (13, 953, 159, 1021)
article-body: Mr Reid thought the member for the Taieri should be allowed his own time. It was unusual to force a member on with his motion; but if the Government insisted, he supposed the Council would have no option. (170, 1088, 316, 1136)
